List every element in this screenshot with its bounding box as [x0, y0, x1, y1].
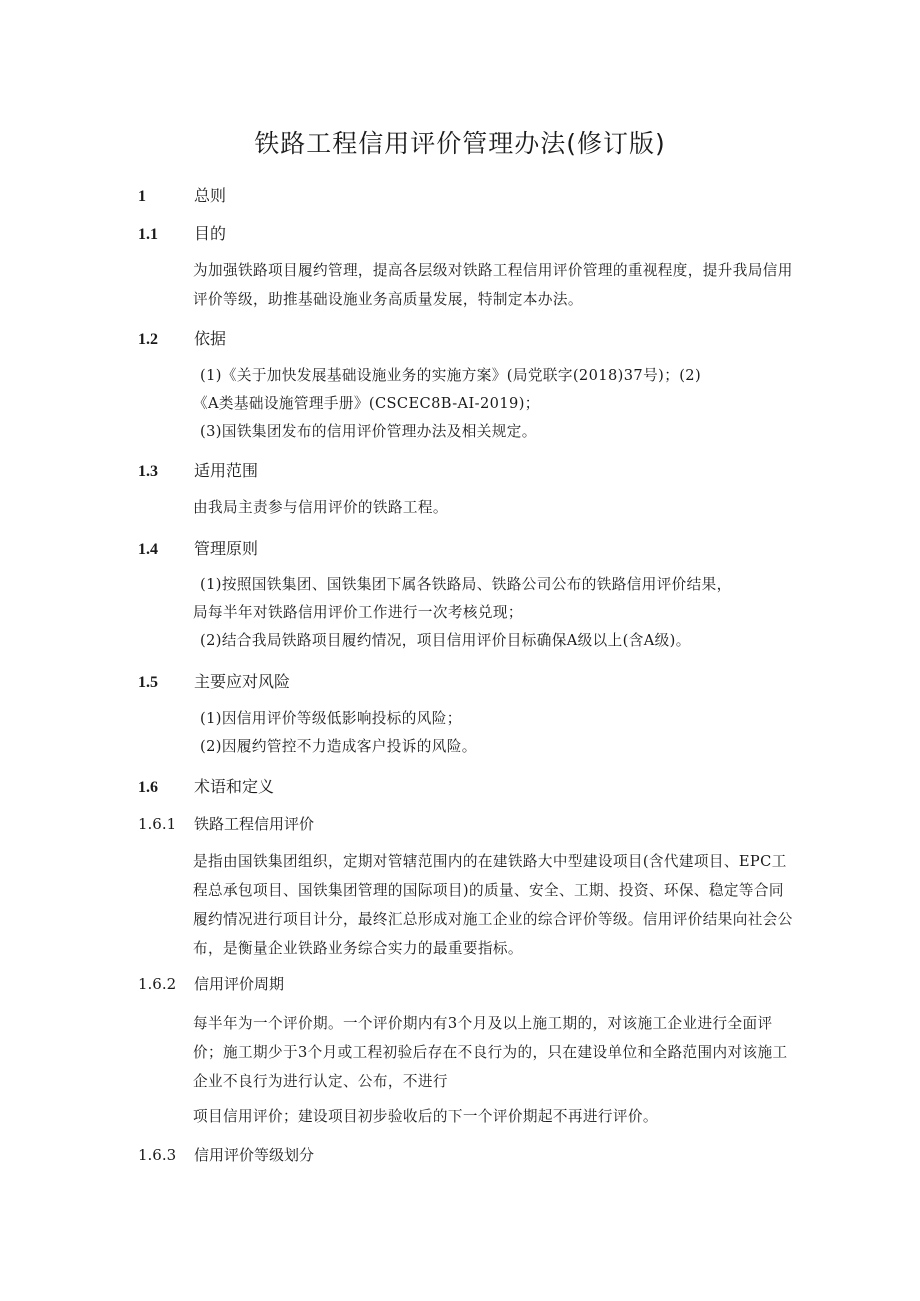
- basis-line-1: (1)《关于加快发展基础设施业务的实施方案》(局党联字(2018)37号)；(2): [200, 367, 702, 384]
- risk-line-1: (1)因信用评价等级低影响投标的风险；: [200, 710, 462, 727]
- purpose-paragraph: 为加强铁路项目履约管理，提高各层级对铁路工程信用评价管理的重视程度，提升我局信用评价等级，助推基础设施业务高质量发展，特制定本办法。: [193, 262, 793, 308]
- evaluation-cycle-paragraph: 每半年为一个评价期。一个评价期内有3个月及以上施工期的，对该施工企业进行全面评价；施工期少于3个月或工程初验后存在不良行为的，只在建设单位和全路范围内对该施工企业不良行为进行认定、公布，不进行: [193, 1015, 788, 1090]
- section-number: 1.6: [138, 779, 158, 796]
- section-1-6-2-heading: [138, 973, 284, 994]
- section-number: 1: [138, 188, 146, 205]
- section-label: 适用范围: [194, 461, 259, 480]
- section-number: 1.4: [138, 541, 158, 558]
- credit-evaluation-definition: 是指由国铁集团组织，定期对管辖范围内的在建铁路大中型建设项目(含代建项目、EPC工程总承包项目、国铁集团管理的国际项目)的质量、安全、工期、投资、环保、稳定等合同履约情况进行项目计分，最终汇总形成对施工企业的综合评价等级。信用评价结果向社会公布，是衡量企业铁路业务综合实力的最重要指标。: [193, 853, 793, 957]
- section-number: 1.1: [138, 226, 158, 243]
- section-number: 1.6.2: [138, 975, 177, 993]
- section-number: 1.5: [138, 674, 158, 691]
- section-number: 1.6.3: [138, 1146, 177, 1164]
- basis-line-3: (3)国铁集团发布的信用评价管理办法及相关规定。: [200, 423, 537, 440]
- section-1-4-heading: [138, 536, 258, 559]
- section-label: 铁路工程信用评价: [194, 815, 315, 833]
- evaluation-cycle-paragraph-cont: 项目信用评价；建设项目初步验收后的下一个评价期起不再进行评价。: [193, 1108, 658, 1125]
- section-label: 信用评价等级划分: [194, 1146, 315, 1164]
- section-1-1-heading: [138, 221, 226, 244]
- section-label: 依据: [194, 329, 227, 348]
- principle-line-3: (2)结合我局铁路项目履约情况，项目信用评价目标确保A级以上(含A级)。: [200, 632, 691, 649]
- section-1-6-3-heading: [138, 1144, 314, 1165]
- section-1-3-heading: [138, 458, 258, 481]
- section-label: 总则: [194, 186, 227, 205]
- section-label: 目的: [194, 224, 227, 243]
- section-label: 信用评价周期: [194, 975, 285, 993]
- section-number: 1.6.1: [138, 815, 177, 833]
- section-label: 术语和定义: [194, 777, 275, 796]
- section-1-2-heading: [138, 326, 226, 349]
- scope-paragraph: 由我局主责参与信用评价的铁路工程。: [193, 499, 448, 516]
- section-label: 管理原则: [194, 539, 259, 558]
- risk-line-2: (2)因履约管控不力造成客户投诉的风险。: [200, 738, 477, 755]
- section-label: 主要应对风险: [194, 672, 291, 691]
- section-number: 1.2: [138, 331, 158, 348]
- basis-line-2: 《A类基础设施管理手册》(CSCEC8B-AI-2019)；: [193, 395, 540, 412]
- section-1-heading: [138, 183, 226, 206]
- principle-line-1: (1)按照国铁集团、国铁集团下属各铁路局、铁路公司公布的铁路信用评价结果，: [200, 576, 732, 593]
- principle-line-2: 局每半年对铁路信用评价工作进行一次考核兑现；: [193, 604, 523, 621]
- section-1-6-heading: [138, 774, 274, 797]
- section-1-6-1-heading: [138, 813, 314, 834]
- document-title: 铁路工程信用评价管理办法(修订版): [254, 129, 666, 158]
- section-1-5-heading: [138, 669, 290, 692]
- section-number: 1.3: [138, 463, 158, 480]
